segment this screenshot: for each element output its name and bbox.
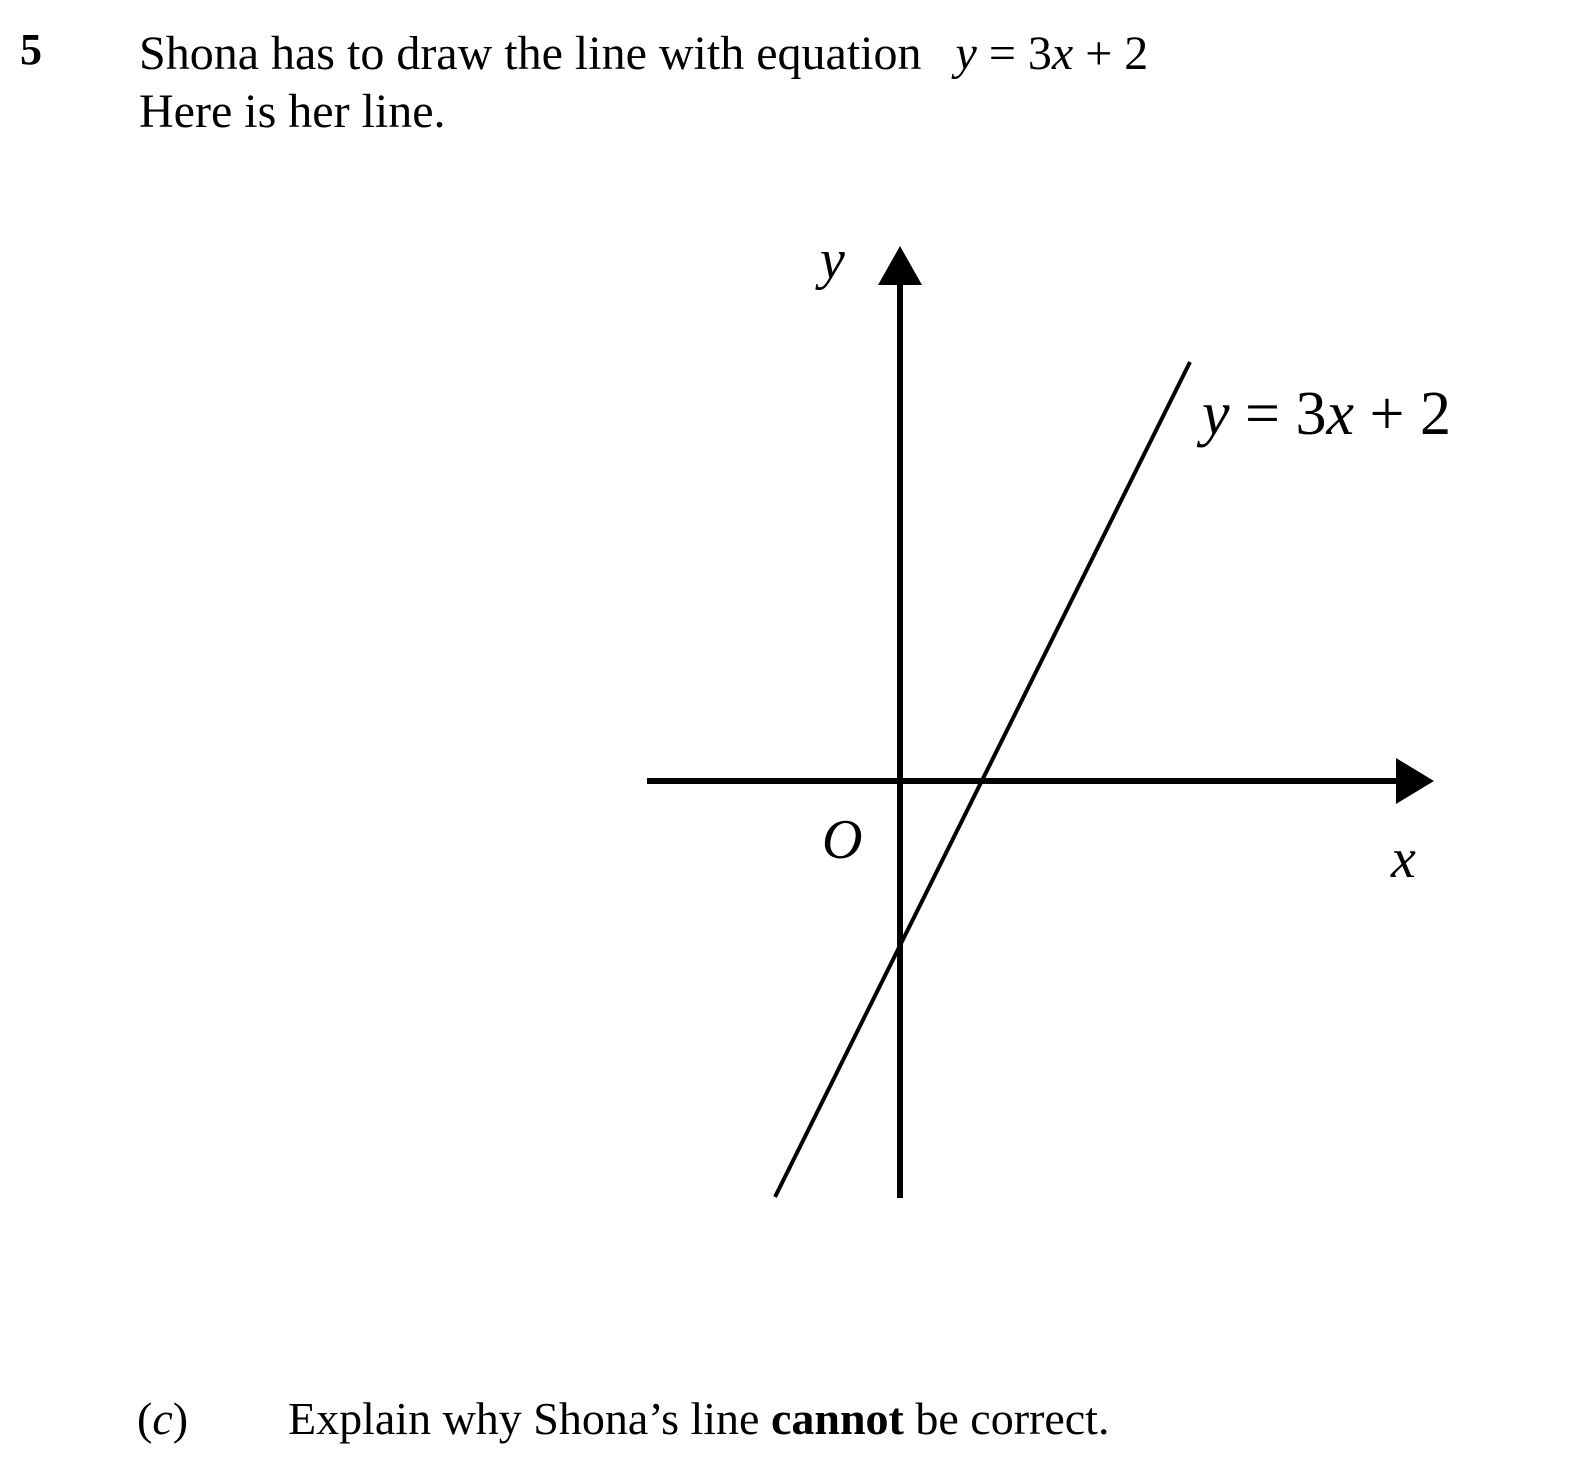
- question-number: 5: [20, 25, 42, 74]
- y-axis-label: y: [820, 229, 845, 291]
- equation-tail: + 2: [1073, 27, 1149, 80]
- x-axis-arrowhead: [1396, 758, 1434, 804]
- equation-y: y: [955, 27, 977, 80]
- equation-mid: = 3: [976, 27, 1052, 80]
- equation-x: x: [1051, 27, 1074, 80]
- part-c-text: [288, 1393, 1110, 1444]
- line-equation-label: [1196, 380, 1451, 448]
- part-c-before: Explain why Shona’s line: [288, 1393, 771, 1444]
- part-c-bold: cannot: [770, 1393, 904, 1444]
- x-axis-label: x: [1391, 828, 1416, 890]
- part-c-after: be correct.: [903, 1393, 1110, 1444]
- label-tail: + 2: [1354, 380, 1451, 448]
- question-text-line2: Here is her line.: [139, 85, 446, 138]
- label-y: y: [1202, 380, 1230, 448]
- part-c-label: (c): [137, 1393, 189, 1444]
- y-axis-arrowhead: [878, 246, 922, 285]
- label-x: x: [1326, 380, 1355, 448]
- part-c-letter: c: [152, 1393, 173, 1444]
- origin-label: O: [822, 809, 863, 871]
- question-intro: Shona has to draw the line with equation: [139, 27, 922, 80]
- label-mid: = 3: [1229, 380, 1327, 448]
